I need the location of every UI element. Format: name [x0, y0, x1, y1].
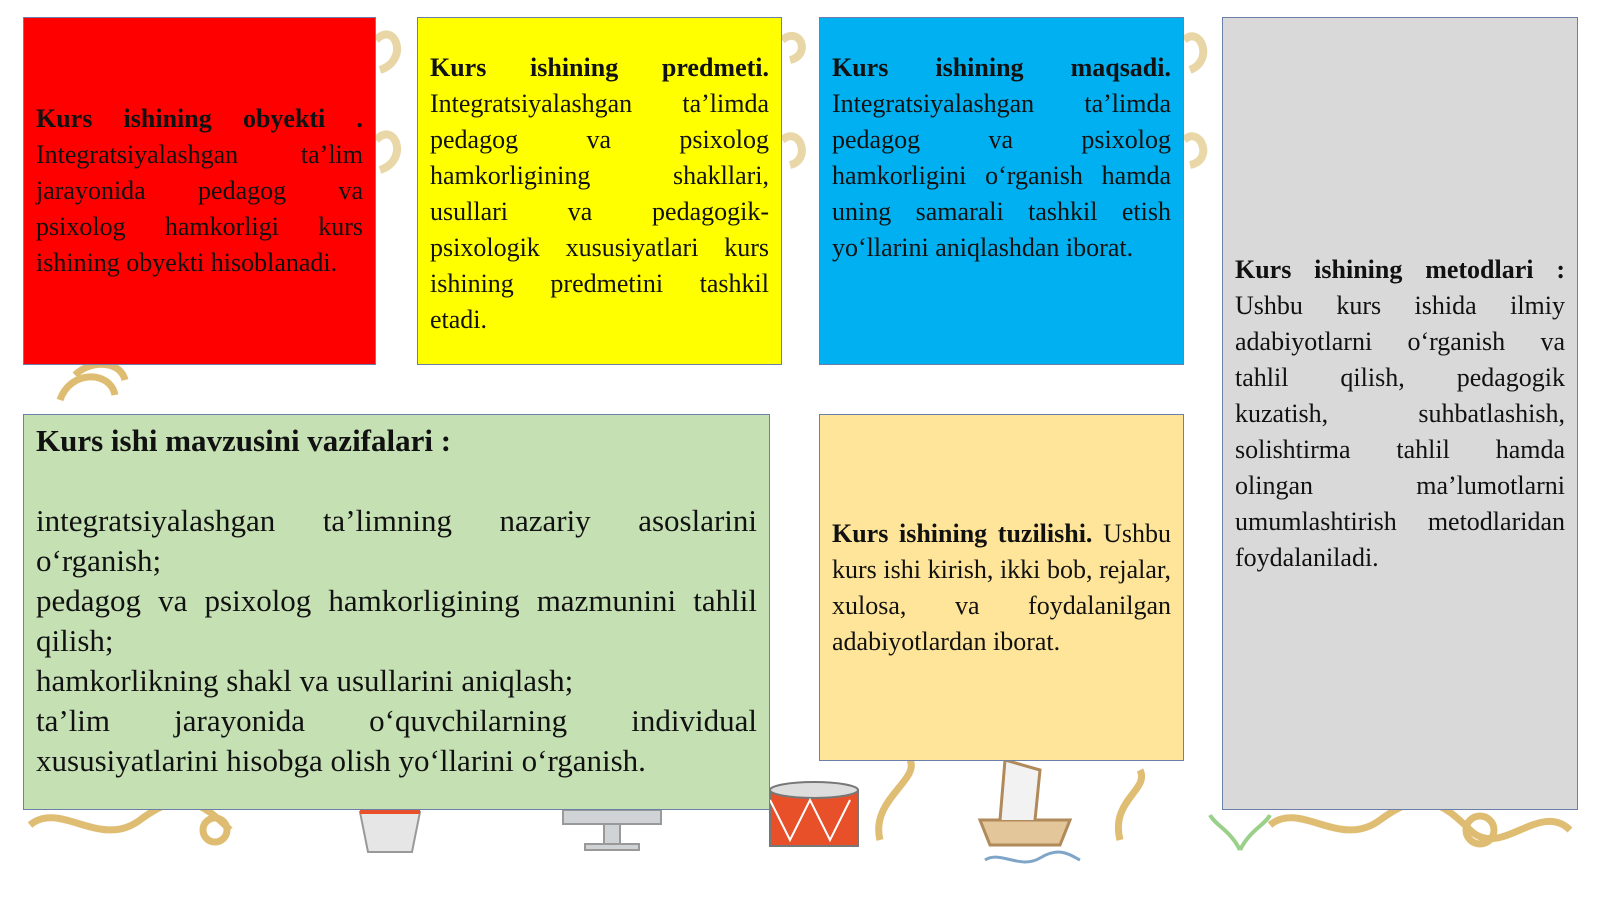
methods-text: Ushbu kurs ishida ilmiy adabiyotlarni o‘rganish va tahlil qilish, pedagogik kuzatish, suhbatlashish, solishtirma tahlil hamda olingan ma’lumotlarni umumlashtirish metodlaridan foydalaniladi.: [1235, 290, 1565, 572]
task-item: pedagog va psixolog hamkorligining mazmunini tahlil qilish;: [36, 583, 757, 658]
subject-text: Integratsiyalashgan ta’limda pedagog va psixolog hamkorligining shakllari, usullari va pedagogik-psixologik xususiyatlari kurs ishining predmetini tashkil etadi.: [430, 89, 769, 334]
structure-box: [819, 414, 1184, 761]
cup-icon: [360, 812, 420, 852]
ship-icon: [980, 760, 1080, 862]
structure-title: Kurs ishining tuzilishi.: [832, 518, 1093, 548]
methods-title: Kurs ishining metodlari :: [1235, 254, 1565, 284]
tasks-box: [23, 414, 770, 810]
object-text: Integratsiyalashgan ta’lim jarayonida pedagog va psixolog hamkorligi kurs ishining obyekti hisoblanadi.: [36, 140, 363, 277]
object-box: [23, 17, 376, 365]
tasks-title: Kurs ishi mavzusini vazifalari :: [36, 423, 452, 458]
task-item: ta’lim jarayonida o‘quvchilarning individual xususiyatlarini hisobga olish yo‘llarini o‘rganish.: [36, 703, 757, 778]
goal-title: Kurs ishining maqsadi.: [832, 53, 1171, 82]
object-title: Kurs ishining obyekti .: [36, 104, 363, 133]
plant-icon: [1210, 815, 1270, 850]
subject-title: Kurs ishining predmeti.: [430, 53, 769, 82]
drum-icon: [770, 782, 858, 846]
methods-box: [1222, 17, 1578, 810]
task-item: hamkorlikning shakl va usullarini aniqlash;: [36, 663, 574, 698]
monitor-icon: [563, 810, 661, 850]
structure-text: Ushbu kurs ishi kirish, ikki bob, rejalar, xulosa, va foydalanilgan adabiyotlardan iborat.: [832, 518, 1171, 656]
task-item: integratsiyalashgan ta’limning nazariy asoslarini o‘rganish;: [36, 503, 757, 578]
goal-text: Integratsiyalashgan ta’limda pedagog va psixolog hamkorligini o‘rganish hamda uning samarali tashkil etish yo‘llarini aniqlashdan iborat.: [832, 89, 1171, 262]
subject-box: [417, 17, 782, 365]
goal-box: [819, 17, 1184, 365]
